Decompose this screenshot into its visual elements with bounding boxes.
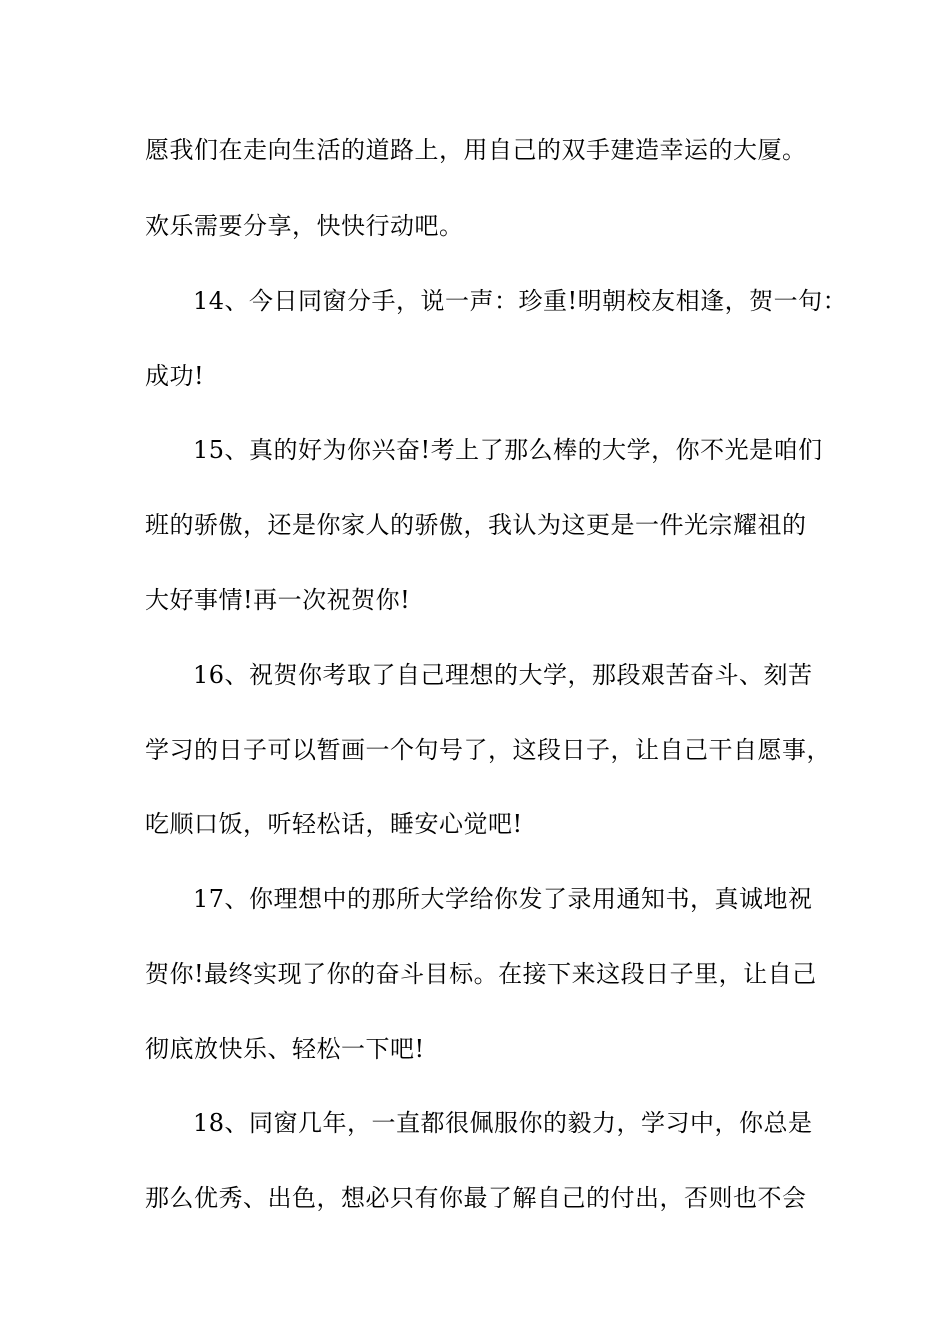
text-line — [0, 505, 950, 545]
text-line — [0, 1178, 950, 1218]
paragraph-first-line — [0, 430, 950, 470]
line-text: 成功! — [145, 362, 205, 390]
line-text: 吃顺口饭，听轻松话，睡安心觉吧! — [145, 810, 523, 838]
line-text: 愿我们在走向生活的道路上，用自己的双手建造幸运的大厦。 — [145, 136, 807, 164]
line-text: 15、真的好为你兴奋!考上了那么棒的大学，你不光是咱们 — [193, 436, 823, 464]
paragraph-first-line — [0, 281, 950, 321]
line-text: 彻底放快乐、轻松一下吧! — [145, 1035, 425, 1063]
line-text: 那么优秀、出色，想必只有你最了解自己的付出，否则也不会 — [145, 1184, 807, 1212]
paragraph-first-line — [0, 879, 950, 919]
text-line — [0, 130, 950, 170]
line-text: 18、同窗几年，一直都很佩服你的毅力，学习中，你总是 — [193, 1109, 813, 1137]
line-text: 班的骄傲，还是你家人的骄傲，我认为这更是一件光宗耀祖的 — [145, 511, 807, 539]
line-text: 贺你!最终实现了你的奋斗目标。在接下来这段日子里，让自己 — [145, 960, 817, 988]
text-line — [0, 1029, 950, 1069]
text-line — [0, 954, 950, 994]
line-text: 17、你理想中的那所大学给你发了录用通知书，真诚地祝 — [193, 885, 813, 913]
text-line — [0, 804, 950, 844]
line-text: 大好事情!再一次祝贺你! — [145, 586, 411, 614]
line-text: 学习的日子可以暂画一个句号了，这段日子，让自己干自愿事， — [145, 736, 831, 764]
text-line — [0, 206, 950, 246]
paragraph-first-line — [0, 655, 950, 695]
line-text: 16、祝贺你考取了自己理想的大学，那段艰苦奋斗、刻苦 — [193, 661, 813, 689]
line-text: 欢乐需要分享，快快行动吧。 — [145, 212, 464, 240]
text-line — [0, 580, 950, 620]
line-text: 14、今日同窗分手，说一声：珍重!明朝校友相逢，贺一句： — [193, 287, 848, 315]
paragraph-first-line — [0, 1103, 950, 1143]
text-line — [0, 730, 950, 770]
text-line — [0, 356, 950, 396]
